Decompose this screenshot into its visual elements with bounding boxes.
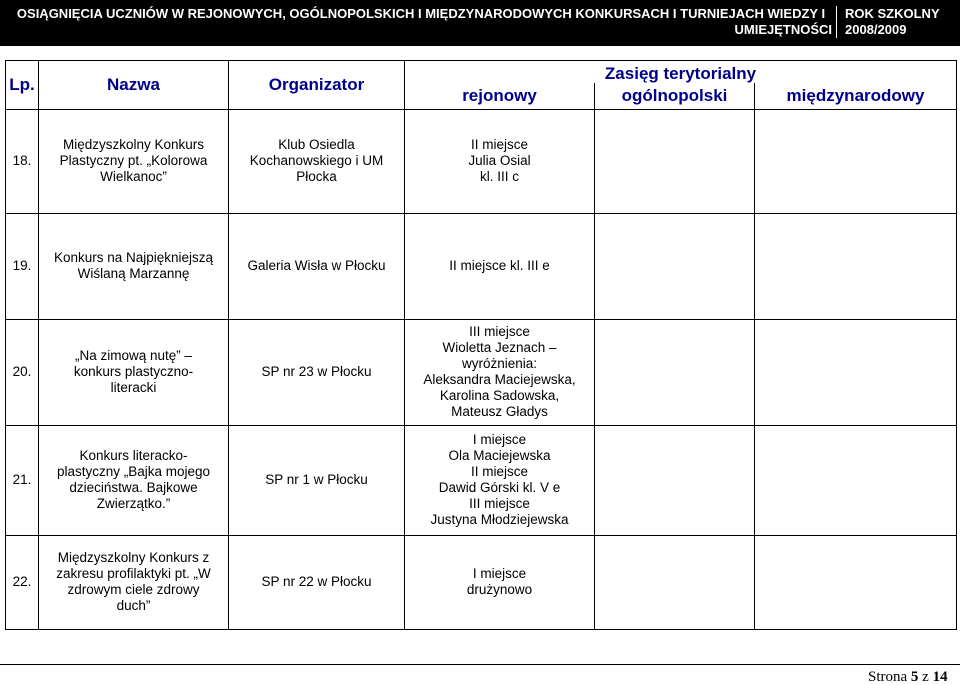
cell-organizator xyxy=(229,319,405,425)
cell-rejonowy-line: Aleksandra Maciejewska, xyxy=(423,372,576,387)
cell-organizator-line: SP nr 22 w Płocku xyxy=(261,574,372,589)
cell-rejonowy-line: Julia Osial xyxy=(468,153,531,168)
table-row xyxy=(6,319,957,425)
cell-rejonowy-line: Dawid Górski kl. V e xyxy=(438,480,561,495)
cell-rejonowy-line: Justyna Młodziejewska xyxy=(430,512,569,527)
cell-nazwa xyxy=(39,425,229,535)
cell-rejonowy-line: II miejsce xyxy=(470,137,528,152)
cell-miedzynarodowy xyxy=(755,535,957,629)
cell-rejonowy-line: wyróżnienia: xyxy=(461,356,538,371)
col-header-ogolnopolski: ogólnopolski xyxy=(595,83,755,109)
cell-rejonowy-line: I miejsce xyxy=(472,432,527,447)
cell-organizator-line: Kochanowskiego i UM xyxy=(249,153,384,168)
cell-ogolnopolski xyxy=(595,535,755,629)
cell-lp: 19. xyxy=(6,213,39,319)
cell-organizator xyxy=(229,109,405,213)
cell-rejonowy-line: I miejsce xyxy=(472,566,527,581)
cell-lp: 21. xyxy=(6,425,39,535)
cell-nazwa-line: zakresu profilaktyki pt. „W xyxy=(56,566,211,581)
col-header-organizator: Organizator xyxy=(229,61,405,110)
cell-nazwa-line: Konkurs na Najpiękniejszą xyxy=(53,250,214,265)
cell-nazwa-line: plastyczny „Bajka mojego xyxy=(56,464,211,479)
footer-total: 14 xyxy=(932,669,948,685)
cell-nazwa-line: Międzyszkolny Konkurs xyxy=(62,137,205,152)
school-year-label: ROK SZKOLNY xyxy=(845,6,940,21)
header-title xyxy=(6,6,836,38)
footer-strona: Strona xyxy=(868,669,908,685)
cell-organizator-line: Płocka xyxy=(296,169,337,184)
cell-rejonowy xyxy=(405,213,595,319)
school-year-value: 2008/2009 xyxy=(845,22,907,37)
cell-nazwa xyxy=(39,319,229,425)
footer-page: 5 xyxy=(910,669,919,685)
cell-nazwa-line: zdrowym ciele zdrowy xyxy=(67,582,200,597)
header-title-line2: UMIEJĘTNOŚCI xyxy=(734,22,832,37)
col-header-miedzynarodowy: międzynarodowy xyxy=(755,83,957,109)
cell-rejonowy-line: drużynowo xyxy=(466,582,533,597)
cell-nazwa-line: Plastyczny pt. „Kolorowa xyxy=(59,153,208,168)
cell-organizator-line: Klub Osiedla xyxy=(278,137,355,152)
cell-nazwa-line: Zwierzątko.” xyxy=(96,496,171,511)
col-header-nazwa: Nazwa xyxy=(39,61,229,110)
cell-nazwa-line: Wielkanoc” xyxy=(100,169,167,184)
cell-rejonowy-line: II miejsce xyxy=(470,464,528,479)
cell-organizator-line: SP nr 1 w Płocku xyxy=(265,472,368,487)
footer-divider xyxy=(0,664,960,665)
cell-ogolnopolski xyxy=(595,109,755,213)
cell-nazwa-line: „Na zimową nutę” – xyxy=(74,348,193,363)
cell-rejonowy xyxy=(405,109,595,213)
cell-rejonowy xyxy=(405,425,595,535)
cell-nazwa-line: Międzyszkolny Konkurs z xyxy=(57,550,210,565)
cell-nazwa xyxy=(39,213,229,319)
cell-nazwa-line: duch” xyxy=(116,598,151,613)
cell-ogolnopolski xyxy=(595,425,755,535)
cell-ogolnopolski xyxy=(595,213,755,319)
cell-rejonowy xyxy=(405,535,595,629)
table-row xyxy=(6,213,957,319)
cell-organizator-line: SP nr 23 w Płocku xyxy=(261,364,372,379)
page-footer xyxy=(868,669,948,685)
cell-rejonowy-line: Karolina Sadowska, xyxy=(439,388,560,403)
cell-rejonowy-line: Ola Maciejewska xyxy=(448,448,551,463)
table-row xyxy=(6,109,957,213)
cell-rejonowy-line: Wioletta Jeznach – xyxy=(442,340,557,355)
page-header xyxy=(0,0,960,46)
cell-lp: 18. xyxy=(6,109,39,213)
cell-nazwa-line: literacki xyxy=(110,380,157,395)
cell-organizator xyxy=(229,425,405,535)
cell-nazwa-line: konkurs plastyczno- xyxy=(73,364,194,379)
cell-miedzynarodowy xyxy=(755,213,957,319)
cell-nazwa-line: Wiślaną Marzannę xyxy=(77,266,190,281)
cell-rejonowy-line: Mateusz Gładys xyxy=(451,404,548,419)
cell-rejonowy-line: kl. III c xyxy=(479,169,519,184)
cell-organizator xyxy=(229,535,405,629)
cell-rejonowy-line: III miejsce xyxy=(469,324,530,339)
cell-nazwa xyxy=(39,535,229,629)
cell-ogolnopolski xyxy=(595,319,755,425)
footer-z: z xyxy=(922,669,929,685)
cell-miedzynarodowy xyxy=(755,109,957,213)
cell-nazwa xyxy=(39,109,229,213)
col-header-rejonowy: rejonowy xyxy=(405,83,595,109)
cell-miedzynarodowy xyxy=(755,319,957,425)
cell-organizator-line: Galeria Wisła w Płocku xyxy=(247,258,386,273)
cell-rejonowy xyxy=(405,319,595,425)
cell-organizator xyxy=(229,213,405,319)
cell-lp: 22. xyxy=(6,535,39,629)
table-row xyxy=(6,425,957,535)
header-title-line1: OSIĄGNIĘCIA UCZNIÓW W REJONOWYCH, OGÓLNOPOLSKICH I MIĘDZYNARODOWYCH KONKURSACH I TURNIEJACH WIEDZY I xyxy=(16,6,826,21)
table-row xyxy=(6,535,957,629)
cell-lp: 20. xyxy=(6,319,39,425)
school-year xyxy=(836,6,960,38)
cell-miedzynarodowy xyxy=(755,425,957,535)
results-table xyxy=(5,60,957,630)
col-header-zasieg: Zasięg terytorialny xyxy=(405,61,957,84)
col-header-lp: Lp. xyxy=(6,61,39,110)
cell-rejonowy-line: III miejsce xyxy=(469,496,530,511)
cell-nazwa-line: dzieciństwa. Bajkowe xyxy=(69,480,198,495)
cell-nazwa-line: Konkurs literacko- xyxy=(79,448,188,463)
cell-rejonowy-line: II miejsce kl. III e xyxy=(449,258,550,273)
